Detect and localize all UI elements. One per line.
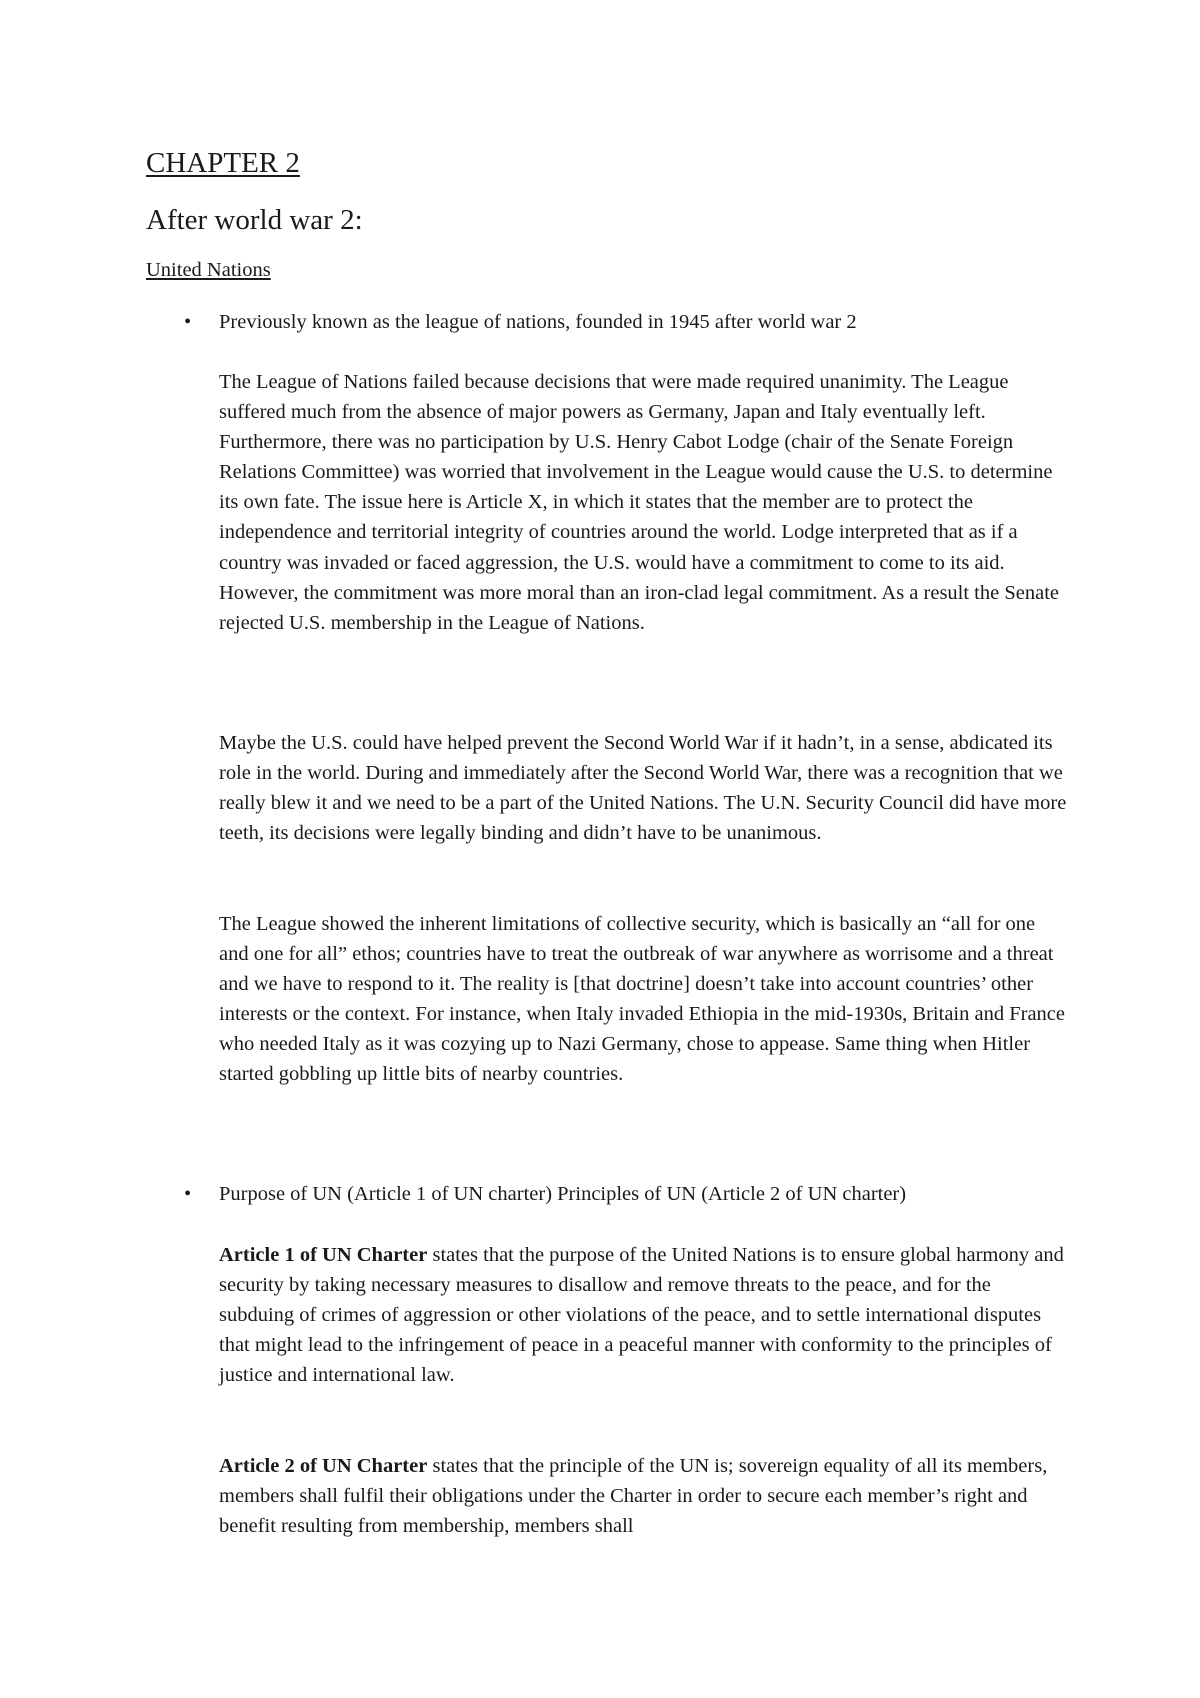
subsection-title: United Nations	[146, 259, 271, 281]
paragraph-article-1	[219, 1240, 1069, 1390]
article-2-heading: Article 2 of UN Charter	[219, 1455, 428, 1477]
bullet-dot-icon: •	[184, 1183, 192, 1205]
chapter-title: CHAPTER 2	[146, 147, 300, 179]
bullet-dot-icon: •	[184, 311, 192, 333]
article-1-heading: Article 1 of UN Charter	[219, 1244, 428, 1266]
article-1-text: states that the purpose of the United Nations is to ensure global harmony and security by taking necessary measures to disallow and remove threats to the peace, and for the subduing of crimes of aggression or other violations of the peace, and to settle international disputes that might lead to the infringement of peace in a peaceful manner with conformity to the principles of justice and international law.	[219, 1244, 1064, 1387]
paragraph-us-role: Maybe the U.S. could have helped prevent the Second World War if it hadn’t, in a sense, abdicated its role in the world. During and immediately after the Second World War, there was a recognition that we really blew it and we need to be a part of the United Nations. The U.N. Security Council did have more teeth, its decisions were legally binding and didn’t have to be unanimous.	[219, 732, 1067, 845]
section-title: After world war 2:	[146, 204, 363, 236]
article-2-text: states that the principle of the UN is; sovereign equality of all its members, members shall fulfil their obligations under the Charter in order to secure each member’s right and benefit resulting from membership, members shall	[219, 1455, 1048, 1538]
bullet-text: Previously known as the league of nations, founded in 1945 after world war 2	[219, 311, 857, 333]
paragraph-article-2	[219, 1451, 1069, 1541]
paragraph-collective-security: The League showed the inherent limitations of collective security, which is basically an “all for one and one for all” ethos; countries have to treat the outbreak of war anywhere as worrisome and a threat and we have to respond to it. The reality is [that doctrine] doesn’t take into account countries’ other interests or the context. For instance, when Italy invaded Ethiopia in the mid-1930s, Britain and France who needed Italy as it was cozying up to Nazi Germany, chose to appease. Same thing when Hitler started gobbling up little bits of nearby countries.	[219, 913, 1065, 1086]
paragraph-league-failure: The League of Nations failed because decisions that were made required unanimity. The League suffered much from the absence of major powers as Germany, Japan and Italy eventually left. Furthermore, there was no participation by U.S. Henry Cabot Lodge (chair of the Senate Foreign Relations Committee) was worried that involvement in the League would cause the U.S. to determine its own fate. The issue here is Article X, in which it states that the member are to protect the independence and territorial integrity of countries around the world. Lodge interpreted that as if a country was invaded or faced aggression, the U.S. would have a commitment to come to its aid. However, the commitment was more moral than an iron-clad legal commitment. As a result the Senate rejected U.S. membership in the League of Nations.	[219, 371, 1059, 634]
bullet-text: Purpose of UN (Article 1 of UN charter) Principles of UN (Article 2 of UN charter)	[219, 1183, 907, 1205]
